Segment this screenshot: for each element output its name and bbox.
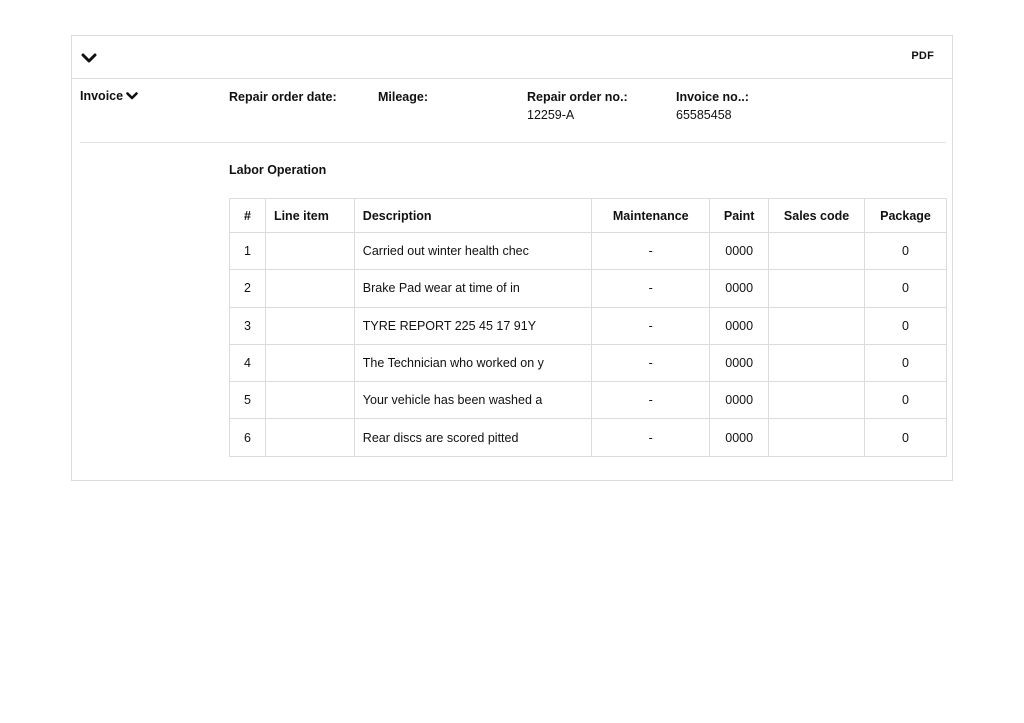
row-line-item	[265, 307, 354, 344]
row-description: Rear discs are scored pitted	[354, 419, 592, 456]
row-line-item	[265, 344, 354, 381]
row-description: Brake Pad wear at time of in	[354, 270, 592, 307]
section-divider	[80, 142, 946, 143]
pdf-button[interactable]: PDF	[911, 50, 934, 62]
invoice-no-field	[676, 89, 749, 123]
row-number: 1	[230, 233, 266, 270]
row-maintenance: -	[592, 382, 710, 419]
row-number: 4	[230, 344, 266, 381]
row-package: 0	[865, 270, 947, 307]
column-header-package: Package	[865, 199, 947, 233]
invoice-toggle-label: Invoice	[80, 89, 124, 103]
labor-operation-table	[229, 198, 947, 457]
row-paint: 0000	[710, 419, 769, 456]
invoice-no-value: 65585458	[676, 108, 732, 122]
row-paint: 0000	[710, 233, 769, 270]
row-sales-code	[769, 419, 865, 456]
row-paint: 0000	[710, 270, 769, 307]
row-maintenance: -	[592, 307, 710, 344]
repair-order-no-value: 12259-A	[527, 108, 575, 122]
panel-header	[72, 36, 952, 79]
row-maintenance: -	[592, 233, 710, 270]
row-sales-code	[769, 382, 865, 419]
row-line-item	[265, 233, 354, 270]
column-header-sales-code: Sales code	[769, 199, 865, 233]
column-header-maintenance: Maintenance	[592, 199, 710, 233]
row-paint: 0000	[710, 307, 769, 344]
invoice-no-label: Invoice no..:	[676, 90, 749, 104]
row-description: TYRE REPORT 225 45 17 91Y	[354, 307, 592, 344]
row-package: 0	[865, 233, 947, 270]
table-row	[230, 382, 947, 419]
column-header-description: Description	[354, 199, 592, 233]
row-sales-code	[769, 233, 865, 270]
row-number: 2	[230, 270, 266, 307]
row-maintenance: -	[592, 344, 710, 381]
row-package: 0	[865, 419, 947, 456]
mileage-field	[378, 89, 428, 107]
table-header-row	[230, 199, 947, 233]
row-number: 6	[230, 419, 266, 456]
row-number: 5	[230, 382, 266, 419]
row-paint: 0000	[710, 344, 769, 381]
labor-operation-title: Labor Operation	[229, 163, 327, 177]
invoice-meta	[72, 79, 952, 142]
table-row	[230, 270, 947, 307]
repair-order-date-field	[229, 89, 337, 107]
chevron-down-icon	[126, 90, 138, 102]
invoice-toggle[interactable]	[80, 89, 138, 103]
repair-order-date-label: Repair order date:	[229, 90, 337, 104]
repair-order-no-field	[527, 89, 628, 123]
row-number: 3	[230, 307, 266, 344]
invoice-panel	[71, 35, 953, 481]
row-maintenance: -	[592, 419, 710, 456]
row-line-item	[265, 270, 354, 307]
repair-order-no-label: Repair order no.:	[527, 90, 628, 104]
row-package: 0	[865, 307, 947, 344]
row-sales-code	[769, 270, 865, 307]
row-paint: 0000	[710, 382, 769, 419]
table-row	[230, 233, 947, 270]
row-line-item	[265, 382, 354, 419]
row-description: Carried out winter health chec	[354, 233, 592, 270]
table-row	[230, 419, 947, 456]
column-header-line-item: Line item	[265, 199, 354, 233]
mileage-label: Mileage:	[378, 90, 429, 104]
row-sales-code	[769, 307, 865, 344]
row-description: Your vehicle has been washed a	[354, 382, 592, 419]
table-row	[230, 344, 947, 381]
row-package: 0	[865, 382, 947, 419]
row-description: The Technician who worked on y	[354, 344, 592, 381]
column-header-number: #	[230, 199, 266, 233]
row-line-item	[265, 419, 354, 456]
chevron-down-icon[interactable]	[81, 50, 97, 66]
column-header-paint: Paint	[710, 199, 769, 233]
row-maintenance: -	[592, 270, 710, 307]
row-sales-code	[769, 344, 865, 381]
row-package: 0	[865, 344, 947, 381]
table-row	[230, 307, 947, 344]
